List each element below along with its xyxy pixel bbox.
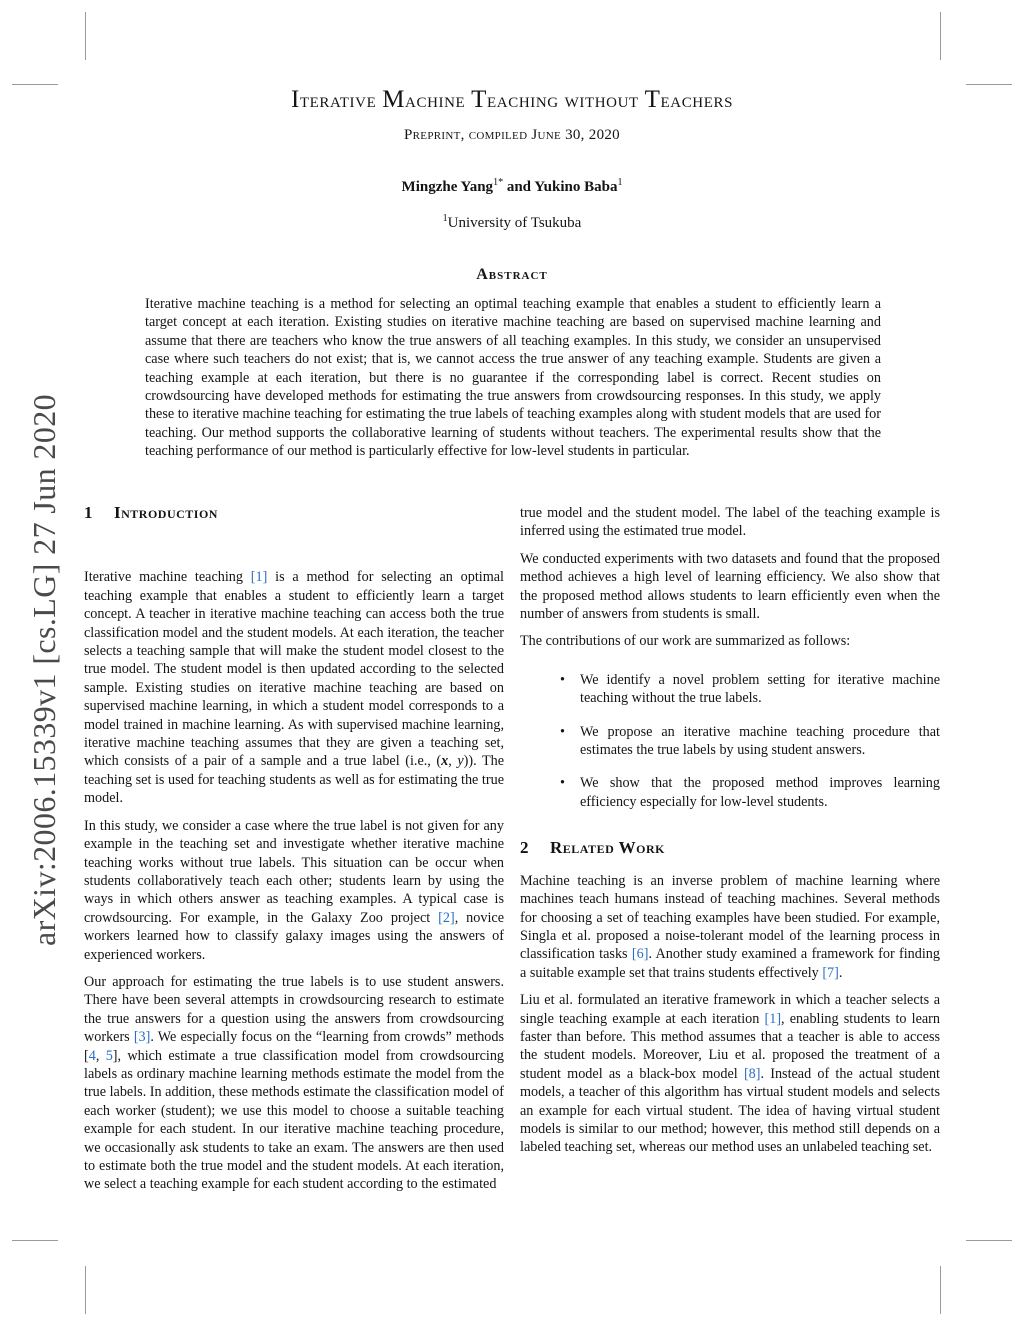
author-name: Mingzhe Yang — [401, 179, 494, 195]
section-heading-related-work — [520, 839, 940, 857]
crop-mark — [12, 1240, 58, 1241]
crop-mark — [940, 12, 941, 60]
paragraph — [84, 817, 504, 964]
left-column — [84, 504, 504, 1203]
text-run: ], which estimate a true classification model from crowdsourcing labels as ordinary machine learning methods estimate the model from the true labels. In addition, these methods estimate the classification model of each worker (student); we use this model to choose a suitable teaching example for each student. In our iterative machine teaching procedure, we occasionally ask students to take an exam. The answers are then used to estimate both the true model and the student models. At each iteration, we select a teaching example for each student according to the estimated — [84, 1047, 505, 1193]
arxiv-identifier[interactable]: arXiv:2006.15339v1 [cs.LG] 27 Jun 2020 — [26, 393, 62, 946]
title-word: terative — [299, 88, 383, 112]
title-word: eaching without — [487, 88, 645, 112]
affiliation-name: University of Tsukuba — [447, 215, 582, 231]
list-item — [560, 723, 940, 760]
preprint-date: Preprint, compiled June 30, 2020 — [404, 127, 620, 143]
affiliation — [0, 213, 1024, 232]
text-run: . Another study examined a framework for finding a suitable example set that trains students effectively — [520, 946, 940, 981]
author-separator: and — [503, 179, 535, 195]
paragraph — [84, 568, 504, 807]
author-affiliation-mark: 1 — [617, 177, 623, 188]
affiliation-mark: 1 — [442, 213, 448, 224]
bullet-icon: • — [560, 723, 565, 740]
author-affiliation-mark: 1* — [493, 177, 504, 188]
citation-link[interactable]: [3] — [133, 1029, 151, 1046]
list-item — [560, 671, 940, 708]
bullet-icon: • — [560, 775, 565, 792]
text-run: Iterative machine teaching — [84, 569, 251, 586]
paragraph: The contributions of our work are summarized as follows: — [520, 633, 851, 650]
crop-mark — [940, 1266, 941, 1314]
author-name: Yukino Baba — [534, 179, 618, 195]
right-column — [520, 504, 940, 1166]
citation-link[interactable]: [2] — [438, 909, 455, 926]
paragraph: We conducted experiments with two datasets and found that the proposed method achieves a high level of learning efficiency. We also show that the proposed method allows students to learn efficiently even when the number of answers from students is small. — [520, 550, 940, 623]
paragraph — [520, 991, 940, 1157]
list-item-text: We identify a novel problem setting for iterative machine teaching without the true labels. — [580, 671, 940, 707]
paper-title — [0, 86, 1024, 114]
citation-link[interactable]: 4 — [88, 1047, 96, 1064]
abstract-text: Iterative machine teaching is a method for selecting an optimal teaching example that enables a student to efficiently learn a target concept at each iteration. Existing studies on iterative machine teaching are based on supervised machine learning and assume that there are teachers who know the true answers of all teaching examples. In this study, we consider an unsupervised case where such teachers do not exist; that is, we cannot access the true answer of any teaching example. Students are given a teaching example at each iteration, but there is no guarantee if the corresponding label is correct. Recent studies on crowdsourcing have developed methods for estimating the true answers from crowdsourcing responses. In this study, we apply these to iterative machine teaching for estimating the true labels of teaching examples along with student models that are used for teaching. Our method supports the collaborative learning of students without teachers. The experimental results show that the teaching performance of our method is particularly effective for low-level students in particular. — [145, 296, 881, 460]
title-word: eachers — [660, 88, 734, 112]
title-initial: T — [644, 86, 661, 113]
list-item-text: We propose an iterative machine teaching procedure that estimates the true labels by using student answers. — [580, 723, 940, 759]
math-symbol: x — [441, 753, 449, 770]
citation-link[interactable]: [6] — [631, 946, 649, 963]
list-item — [560, 774, 940, 811]
text-run: , novice workers learned how to classify galaxy images using the answers of experienced workers. — [84, 909, 504, 963]
text-run: . — [838, 964, 843, 981]
abstract-heading: Abstract — [476, 266, 548, 283]
text-run: , — [448, 753, 458, 770]
contributions-list — [520, 671, 940, 811]
citation-link[interactable]: [8] — [743, 1065, 761, 1082]
text-run: , enabling students to learn faster than before. This method assumes that a teacher is able to access the student models. Moreover, Liu et al. proposed the treatment of a student model as a black-box model — [520, 1010, 941, 1082]
section-title: Related Work — [550, 838, 666, 858]
citation-link[interactable]: [1] — [250, 569, 268, 586]
list-item-text: We show that the proposed method improves learning efficiency especially for low-level students. — [580, 775, 940, 810]
author-list — [0, 177, 1024, 196]
title-initial: T — [471, 86, 488, 113]
title-initial: I — [290, 86, 300, 113]
paragraph: true model and the student model. The label of the teaching example is inferred using the estimated true model. — [520, 505, 940, 540]
text-run: is a method for selecting an optimal teaching example that enables a student to efficiently learn a target concept. A teacher in iterative machine teaching can access both the true classification model and the student models. At each iteration, the teacher selects a teaching sample that will make the student model closest to the true model. The student model is then updated according to the selected sample. Existing studies on iterative machine teaching are based on supervised machine learning, in which a student model corresponds to a model trained in machine learning. As with supervised machine learning, iterative machine teaching assumes that they are given a teaching set, which consists of a pair of a sample and a true label (i.e., ( — [84, 569, 504, 770]
title-initial: M — [382, 86, 406, 113]
text-run: In this study, we consider a case where the true label is not given for any example in the teaching set and investigate whether iterative machine teaching works without true labels. This situation can be occur when students collaboratively teach each other; students learn by using the ways in which others answer as teaching examples. A typical case is crowdsourcing. For example, in the Galaxy Zoo project — [84, 817, 504, 926]
citation-link[interactable]: 5 — [105, 1047, 113, 1064]
citation-link[interactable]: [7] — [822, 964, 839, 981]
bullet-icon: • — [560, 671, 565, 688]
math-symbol: y — [457, 753, 464, 770]
text-run: Machine teaching is an inverse problem of machine learning where machines teach humans instead of teaching machines. Several methods for choosing a set of teaching examples have been studied. For example, Singla et al. proposed a noise-tolerant model of the learning process in classification tasks — [520, 872, 940, 963]
paragraph — [84, 973, 504, 1194]
text-run: Our approach for estimating the true labels is to use student answers. There have been several attempts in crowdsourcing research to estimate the true answers for a question using the answers from crowdsourcing workers — [84, 973, 504, 1046]
crop-mark — [85, 12, 86, 60]
section-number: 2 — [520, 838, 529, 858]
crop-mark — [966, 1240, 1012, 1241]
paragraph — [520, 872, 940, 982]
citation-link[interactable]: [1] — [764, 1010, 782, 1027]
section-title: Introduction — [114, 503, 218, 522]
text-run: . Instead of the actual student models, a teacher of this algorithm has virtual student models and selects an example for each virtual student. The idea of having virtual student models is similar to our method; however, this method still depends on a labeled teaching set, whereas our method uses an unlabeled teaching set. — [520, 1065, 940, 1156]
text-run: . We especially focus on the “learning from crowds” methods [ — [84, 1029, 504, 1064]
title-word: achine — [405, 88, 472, 112]
text-run: Liu et al. formulated an iterative framework in which a teacher selects a single teaching example at each iteration — [520, 992, 940, 1027]
section-heading-introduction — [84, 504, 504, 522]
crop-mark — [12, 84, 58, 85]
text-run: , — [95, 1047, 106, 1064]
text-run: )). The teaching set is used for teaching students as well as for estimating the true model. — [84, 753, 504, 807]
crop-mark — [85, 1266, 86, 1314]
section-number: 1 — [84, 503, 93, 522]
crop-mark — [966, 84, 1012, 85]
